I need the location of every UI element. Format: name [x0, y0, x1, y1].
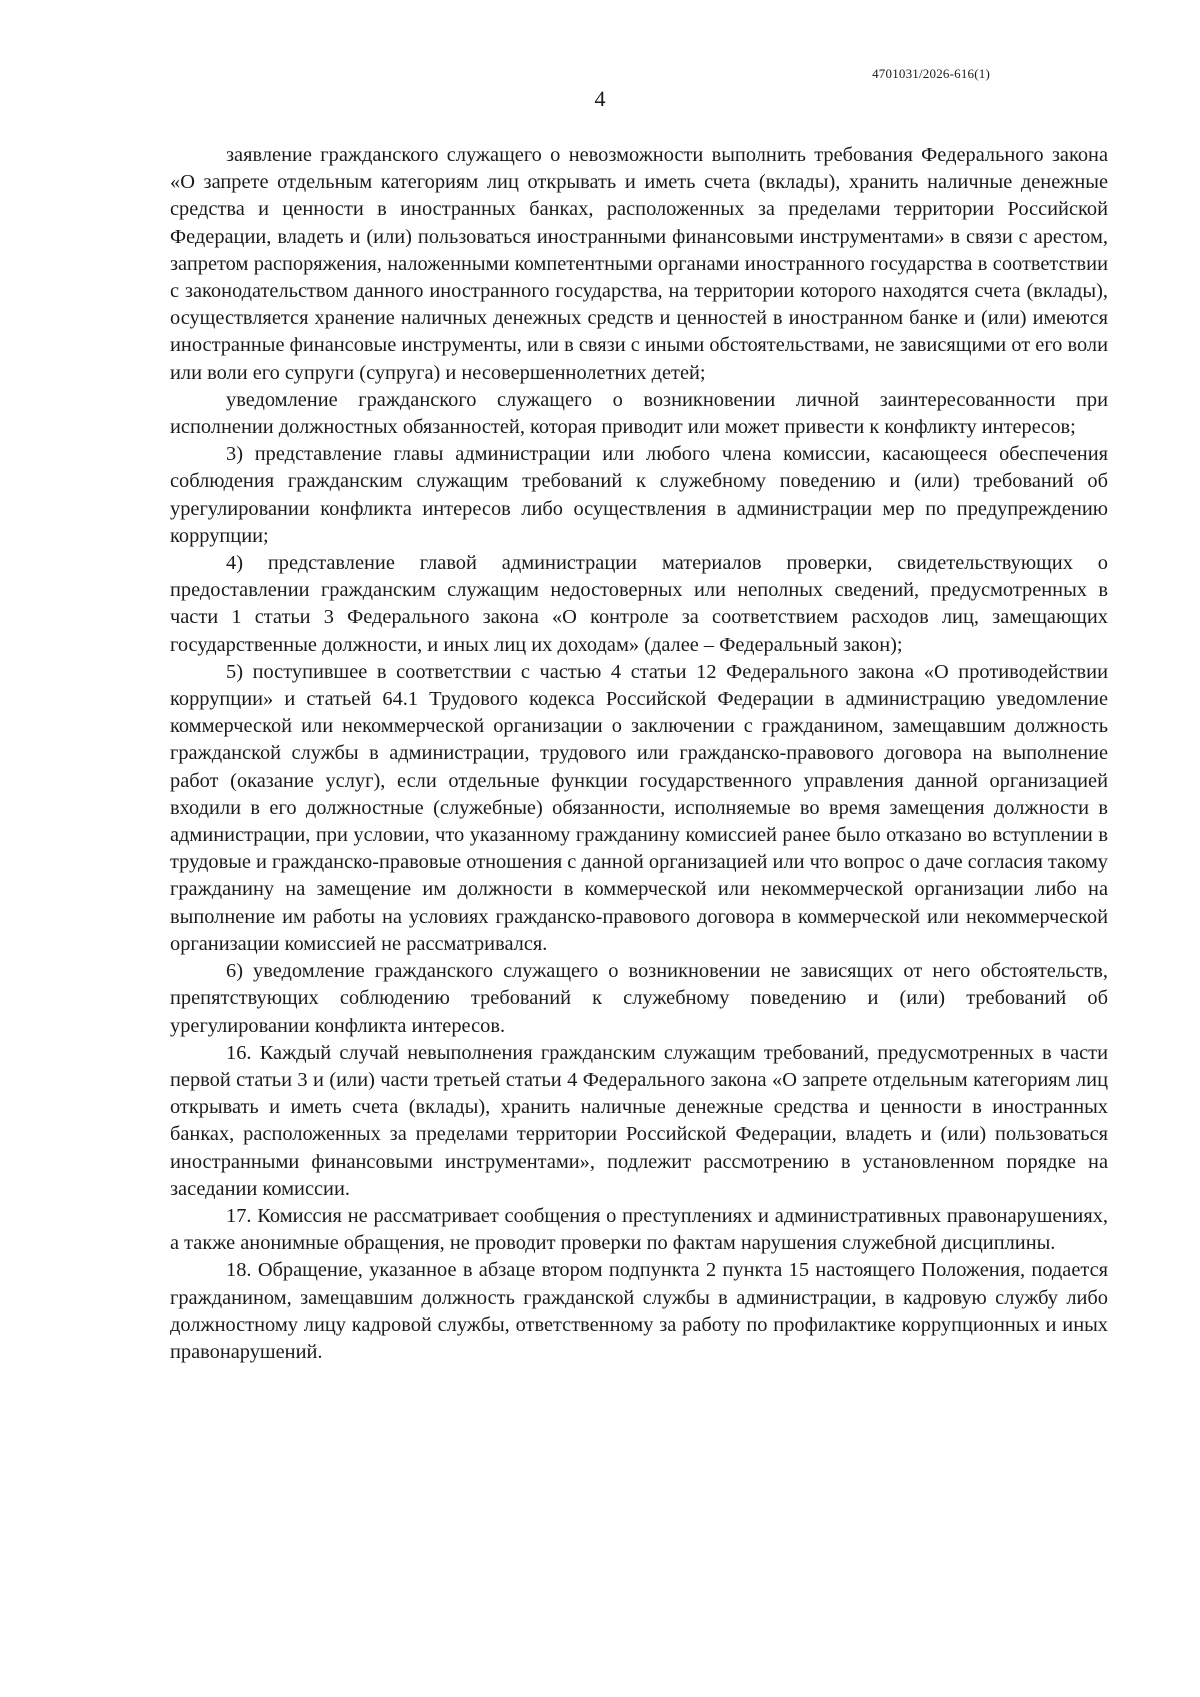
page-number: 4 — [594, 86, 606, 111]
paragraph-clause-16: 16. Каждый случай невыполнения гражданским служащим требований, предусмотренных в части первой статьи 3 и (или) части третьей статьи 4 Федерального закона «О запрете отдельным категориям лиц открывать и иметь счета (вклады), хранить наличные денежные средства и ценности в иностранных банках, расположенных за пределами территории Российской Федерации, владеть и (или) пользоваться иностранными финансовыми инструментами», подлежит рассмотрению в установленном порядке на заседании комиссии. — [170, 1041, 1108, 1200]
paragraph-statement-impossibility: заявление гражданского служащего о невозможности выполнить требования Федерального закона «О запрете отдельным категориям лиц открывать и иметь счета (вклады), хранить наличные денежные средства и ценности в иностранных банках, расположенных за пределами территории Российской Федерации, владеть и (или) пользоваться иностранными финансовыми инструментами» в связи с арестом, запретом распоряжения, наложенными компетентными органами иностранного государства в соответствии с законодательством данного иностранного государства, на территории которого находятся счета (вклады), осуществляется хранение наличных денежных средств и ценностей в иностранном банке и (или) имеются иностранные финансовые инструменты, или в связи с иными обстоятельствами, не зависящими от его воли или воли его супруги (супруга) и несовершеннолетних детей; — [170, 144, 1108, 384]
paragraph-clause-17: 17. Комиссия не рассматривает сообщения о преступлениях и административных правонарушениях, а также анонимные обращения, не проводит проверки по фактам нарушения служебной дисциплины. — [170, 1204, 1108, 1255]
paragraph-item-6: 6) уведомление гражданского служащего о возникновении не зависящих от него обстоятельств, препятствующих соблюдению требований к служебному поведению и (или) требований об урегулировании конфликта интересов. — [170, 960, 1108, 1037]
paragraph-item-3: 3) представление главы администрации или любого члена комиссии, касающееся обеспечения соблюдения гражданским служащим требований к служебному поведению и (или) требований об урегулировании конфликта интересов либо осуществления в администрации мер по предупреждению коррупции; — [170, 443, 1108, 547]
document-body — [170, 142, 1108, 1366]
paragraph-item-5: 5) поступившее в соответствии с частью 4 статьи 12 Федерального закона «О противодействии коррупции» и статьей 64.1 Трудового кодекса Российской Федерации в администрацию уведомление коммерческой или некоммерческой организации о заключении с гражданином, замещавшим должность гражданской службы в администрации, трудового или гражданско-правового договора на выполнение работ (оказание услуг), если отдельные функции государственного управления данной организацией входили в его должностные (служебные) обязанности, исполняемые во время замещения должности в администрации, при условии, что указанному гражданину комиссией ранее было отказано во вступлении в трудовые и гражданско-правовые отношения с данной организацией или что вопрос о даче согласия такому гражданину на замещение им должности в коммерческой или некоммерческой организации либо на выполнение им работы на условиях гражданско-правового договора в коммерческой или некоммерческой организации комиссией не рассматривался. — [170, 660, 1108, 955]
paragraph-clause-18: 18. Обращение, указанное в абзаце втором подпункта 2 пункта 15 настоящего Положения, подается гражданином, замещавшим должность гражданской службы в администрации, в кадровую службу либо должностному лицу кадровой службы, ответственному за работу по профилактике коррупционных и иных правонарушений. — [170, 1259, 1108, 1363]
paragraph-notification-conflict: уведомление гражданского служащего о возникновении личной заинтересованности при исполнении должностных обязанностей, которая приводит или может привести к конфликту интересов; — [170, 388, 1108, 439]
paragraph-item-4: 4) представление главой администрации материалов проверки, свидетельствующих о предоставлении гражданским служащим недостоверных или неполных сведений, предусмотренных в части 1 статьи 3 Федерального закона «О контроле за соответствием расходов лиц, замещающих государственные должности, и иных лиц их доходам» (далее – Федеральный закон); — [170, 552, 1108, 656]
document-id: 4701031/2026-616(1) — [872, 66, 990, 81]
